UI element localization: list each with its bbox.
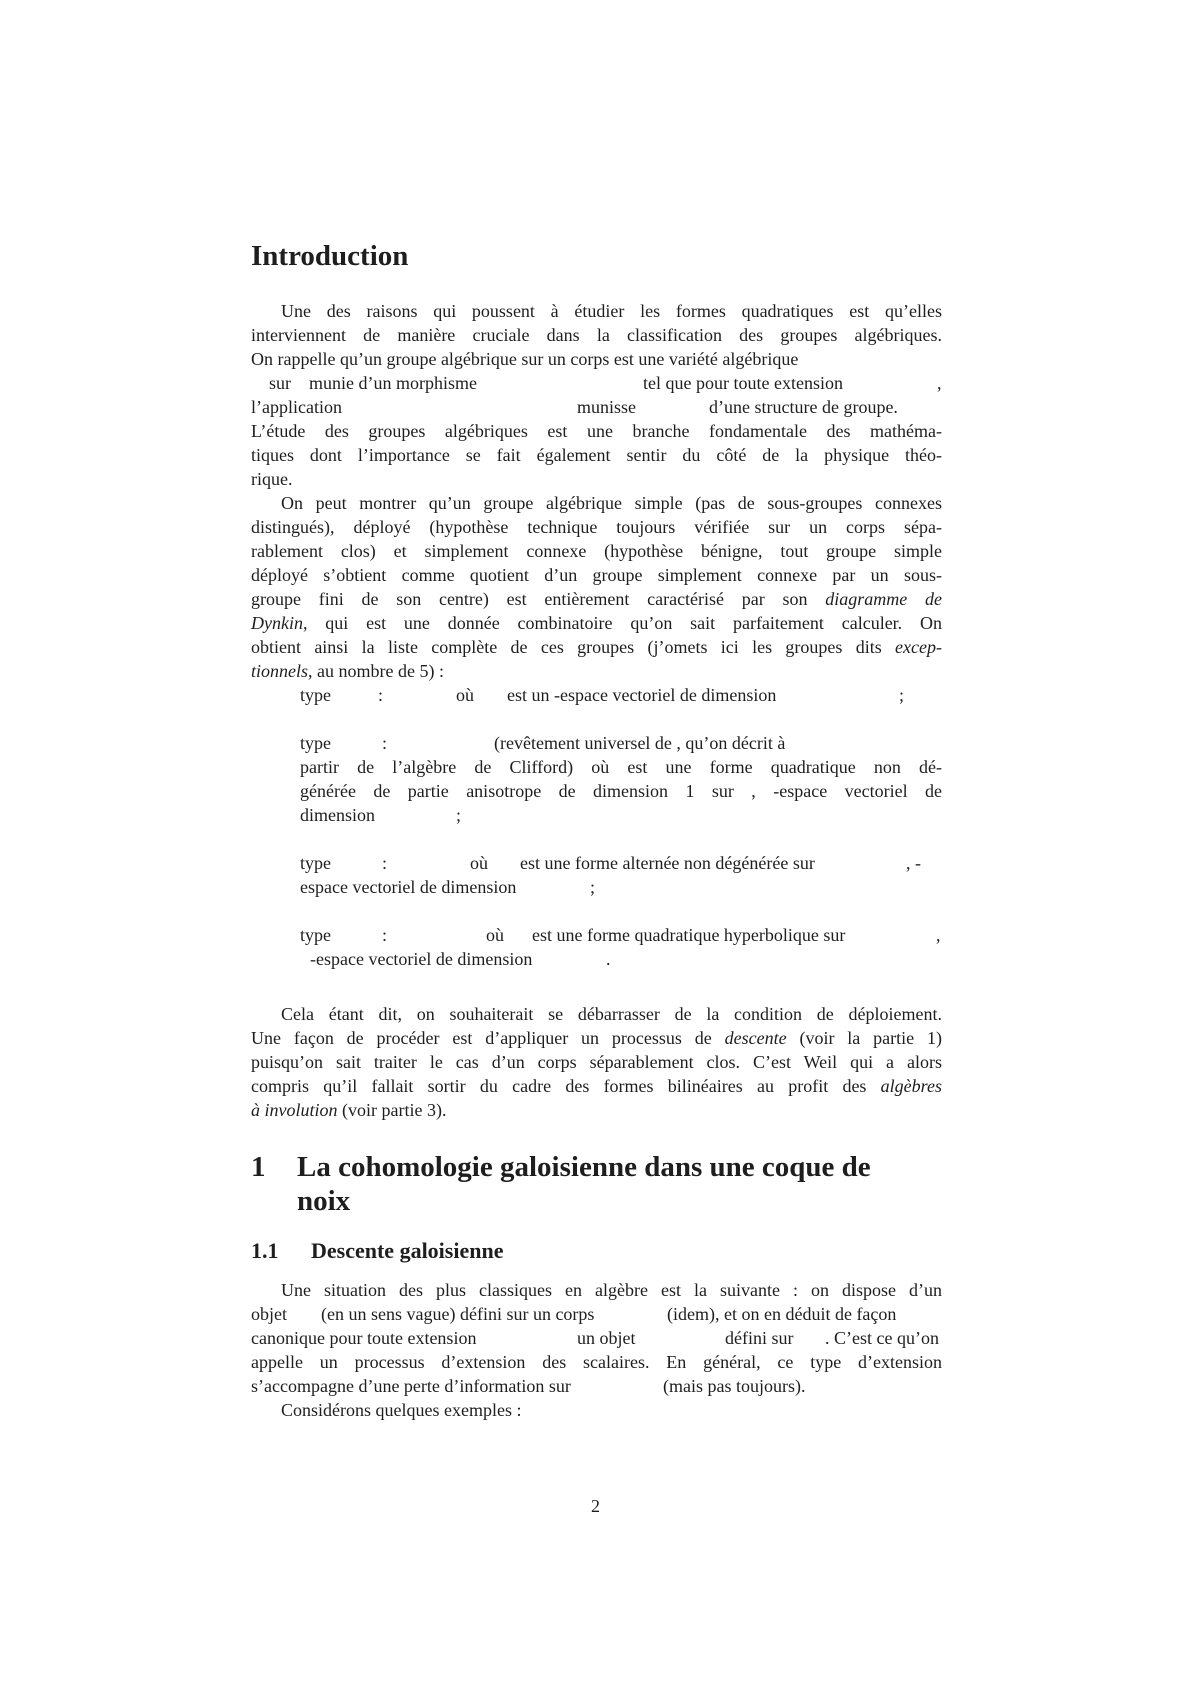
- intro-p1-line-3-text: On rappelle qu’un groupe algébrique sur un corps est une variété algébrique: [251, 349, 799, 369]
- type-b-label: type: [300, 733, 331, 753]
- s11-p1-line-5-b: (mais pas toujours).: [663, 1376, 806, 1396]
- descente-emphasis: descente: [724, 1028, 787, 1048]
- s11-p1-line-2-a: objet: [251, 1304, 287, 1324]
- s11-p1-line-3-c: défini sur: [725, 1328, 794, 1348]
- intro-p3-line-2: [251, 1026, 942, 1050]
- intro-p1-line-1: Une des raisons qui poussent à étudier les formes quadratiques est qu’elles: [281, 301, 942, 321]
- subsection-1-1-heading: [251, 1238, 942, 1266]
- type-b-line-4-b: ;: [456, 805, 462, 825]
- intro-p2-line-6-b: , qui est une donnée combinatoire qu’on sait parfaitement calculer. On: [302, 613, 942, 633]
- type-c-end: , -: [906, 853, 921, 873]
- intro-p3-line-4: [251, 1074, 942, 1098]
- intro-p3-line-2-c: (voir la partie 1): [786, 1028, 942, 1048]
- intro-p1-line-2: interviennent de manière cruciale dans la classification des groupes algébriques.: [251, 325, 942, 345]
- intro-p2-line-7: [251, 635, 942, 659]
- intro-p2-line-5-a: groupe fini de son centre) est entièrement caractérisé par son: [251, 589, 826, 609]
- type-d-line-2-a: -espace vectoriel de dimension: [310, 949, 533, 969]
- type-a-colon: :: [378, 685, 384, 705]
- s11-p1-line-3-a: canonique pour toute extension: [251, 1328, 477, 1348]
- type-a-label: type: [300, 685, 331, 705]
- type-b-line-4-a: dimension: [300, 805, 375, 825]
- dynkin-emphasis: Dynkin: [251, 613, 303, 633]
- subsection-1-1-title: Descente galoisienne: [311, 1238, 504, 1263]
- intro-p3-line-4-a: compris qu’il fallait sortir du cadre des formes bilinéaires au profit des: [251, 1076, 881, 1096]
- section-1-number: 1: [251, 1151, 266, 1183]
- section-1-heading-line-1: [251, 1150, 942, 1184]
- type-d-ou: où: [486, 925, 504, 945]
- page-number: 2: [591, 1496, 600, 1516]
- s11-p1-line-4: appelle un processus d’extension des scalaires. En général, ce type d’extension: [251, 1352, 942, 1372]
- type-c-ou: où: [470, 853, 488, 873]
- type-b-line-1-text: (revêtement universel de , qu’on décrit à: [494, 733, 786, 753]
- type-b-item-line-3: générée de partie anisotrope de dimension 1 sur , -espace vectoriel de: [300, 781, 942, 801]
- type-d-line-2-b: .: [606, 949, 611, 969]
- intro-p2-line-6: [251, 611, 942, 635]
- intro-p2-line-8: [251, 659, 942, 683]
- intro-p1-line-5-c: d’une structure de groupe.: [709, 397, 898, 417]
- type-b-colon: :: [382, 733, 388, 753]
- intro-p3-line-1: Cela étant dit, on souhaiterait se débarrasser de la condition de déploiement.: [281, 1004, 942, 1024]
- s11-p1-line-3-b: un objet: [577, 1328, 636, 1348]
- diagramme-de-emphasis: diagramme de: [825, 589, 942, 609]
- s11-p1-line-5-a: s’accompagne d’une perte d’information sur: [251, 1376, 571, 1396]
- s11-p1-line-2-c: (idem), et on en déduit de façon: [667, 1304, 897, 1324]
- intro-p3-line-2-a: Une façon de procéder est d’appliquer un processus de: [251, 1028, 725, 1048]
- intro-p1-line-5-b: munisse: [577, 397, 637, 417]
- algebres-emphasis: algèbres: [880, 1076, 942, 1096]
- type-c-label: type: [300, 853, 331, 873]
- type-c-line-2-b: ;: [590, 877, 596, 897]
- intro-p2-line-4: déployé s’obtient comme quotient d’un groupe simplement connexe par un sous-: [251, 565, 942, 585]
- a-involution-emphasis: à involution: [251, 1100, 338, 1120]
- intro-p1-line-4-c: tel que pour toute extension: [643, 373, 843, 393]
- intro-p1-line-7: tiques dont l’importance se fait également sentir du côté de la physique théo-: [251, 445, 942, 465]
- intro-p2-line-7-a: obtient ainsi la liste complète de ces groupes (j’omets ici les groupes dits: [251, 637, 896, 657]
- type-c-line-2-a: espace vectoriel de dimension: [300, 877, 517, 897]
- type-d-text: est une forme quadratique hyperbolique sur: [532, 925, 846, 945]
- intro-p2-line-3: rablement clos) et simplement connexe (hypothèse bénigne, tout groupe simple: [251, 541, 942, 561]
- intro-p2-line-2: distingués), déployé (hypothèse technique toujours vérifiée sur un corps sépa-: [251, 517, 942, 537]
- type-d-colon: :: [382, 925, 388, 945]
- exceptionnels-emphasis-a: excep-: [895, 637, 942, 657]
- s11-p1-line-2-b: (en un sens vague) défini sur un corps: [321, 1304, 595, 1324]
- intro-p1-line-8: rique.: [251, 469, 293, 489]
- intro-p1-line-4-b: munie d’un morphisme: [309, 373, 477, 393]
- s11-p1-line-3-d: . C’est ce qu’on: [825, 1328, 939, 1348]
- type-c-text: est une forme alternée non dégénérée sur: [520, 853, 815, 873]
- subsection-1-1-number: 1.1: [251, 1238, 279, 1263]
- intro-p1-line-4-d: ,: [937, 373, 942, 393]
- intro-p1-line-6: L’étude des groupes algébriques est une branche fondamentale des mathéma-: [251, 421, 942, 441]
- intro-p3-line-3: puisqu’on sait traiter le cas d’un corps séparablement clos. C’est Weil qui a alors: [251, 1052, 942, 1072]
- section-1-heading-line-2: [251, 1184, 942, 1218]
- s11-p1-line-1: Une situation des plus classiques en algèbre est la suivante : on dispose d’un: [281, 1280, 942, 1300]
- type-a-semicolon: ;: [899, 685, 905, 705]
- intro-p1-line-5-a: l’application: [251, 397, 342, 417]
- type-d-label: type: [300, 925, 331, 945]
- s11-p2-line-1: Considérons quelques exemples :: [281, 1400, 522, 1420]
- section-1-title-line-2: noix: [297, 1185, 351, 1217]
- type-b-item-line-2: partir de l’algèbre de Clifford) où est une forme quadratique non dé-: [300, 757, 942, 777]
- introduction-heading: Introduction: [251, 240, 409, 272]
- intro-p3-line-5-b: (voir partie 3).: [337, 1100, 447, 1120]
- intro-p2-line-1: On peut montrer qu’un groupe algébrique simple (pas de sous-groupes connexes: [281, 493, 942, 513]
- intro-p2-line-8-b: , au nombre de 5) :: [308, 661, 444, 681]
- type-a-text: est un -espace vectoriel de dimension: [507, 685, 777, 705]
- section-1-title-line-1: La cohomologie galoisienne dans une coque de: [297, 1151, 871, 1183]
- type-a-ou: où: [456, 685, 474, 705]
- exceptionnels-emphasis-b: tionnels: [251, 661, 308, 681]
- intro-p2-line-5: [251, 587, 942, 611]
- intro-p1-line-4-a: sur: [269, 373, 291, 393]
- intro-p3-line-5: [251, 1098, 942, 1122]
- type-c-colon: :: [382, 853, 388, 873]
- type-d-end: ,: [936, 925, 941, 945]
